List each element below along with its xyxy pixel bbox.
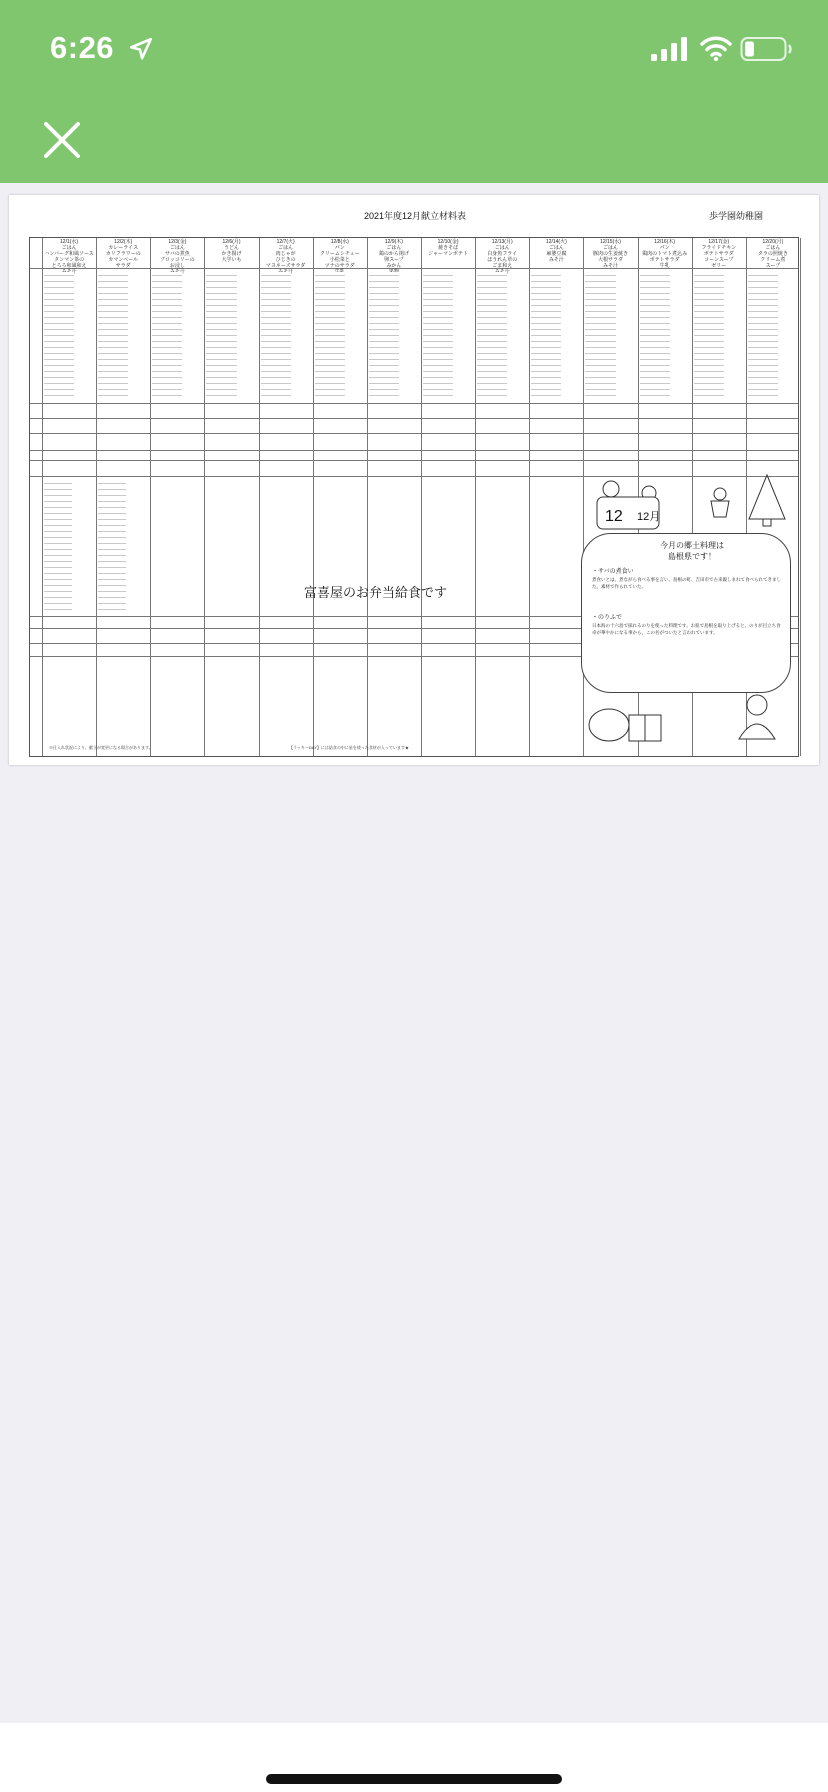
gingerbread-icon [707, 487, 733, 519]
grid-column-line [367, 238, 368, 756]
svg-text:12: 12 [605, 508, 623, 525]
day-menu-header: 12/8(水) パン クリームシチュー 小松菜と ツナのサラダ [319, 239, 360, 269]
footnote-lucky-day: 【ラッキーDAY】には給食の中に星を使った食材が入っています★ [289, 745, 409, 750]
day-menu-header: 12/1(水) ごはん ハンバーグ和風ソース タンマン茶の とろろ和風和え [44, 239, 94, 269]
day-menu-header: 12/10(金) 焼きそば ジャーマンポテト [428, 239, 469, 257]
day-menu-header: 12/6(月) うどん かき揚げ 大学いも [221, 239, 242, 263]
notice-item1-title: ・サバの煮食い [592, 569, 634, 575]
day-menu-header: 12/9(木) ごはん 鶏のから揚げ 卵スープ みかん [378, 239, 409, 269]
document-title: 2021年度12月献立材料表 [364, 211, 467, 221]
grid-row-line [30, 403, 798, 404]
home-indicator[interactable] [266, 1774, 562, 1784]
ingredient-list [640, 272, 690, 400]
ingredient-list [206, 272, 256, 400]
ingredient-list [694, 272, 744, 400]
ingredient-list [98, 480, 148, 610]
grid-row-line [30, 433, 798, 434]
day-menu-header: 12/16(木) パン 鶏肉のトマト煮込み ポテトサラダ 牛乳 [642, 239, 688, 269]
close-button[interactable] [40, 118, 84, 162]
day-menu-header: 12/14(火) ごはん 麻婆豆腐 みそ汁 [545, 239, 567, 263]
day-menu-header: 12/13(月) ごはん 白身魚フライ ほうれん草の ごま和え [487, 239, 518, 269]
ingredient-list [261, 272, 311, 400]
school-name: 歩学園幼稚園 [709, 211, 764, 221]
snowman-calendar-icon [589, 477, 679, 533]
ingredient-list [152, 272, 202, 400]
ingredient-list [477, 272, 527, 400]
grid-column-line [42, 238, 43, 756]
grid-column-line [800, 238, 801, 756]
ingredient-list [585, 272, 635, 400]
grid-column-line [259, 238, 260, 756]
notice-item2-body: 日本海の十六島で採れるのりを使った料理です。お皿で島根を取り上げると、のりが目立ち食卓が華やかになる事から、この名がついたと言われています。 [592, 623, 781, 635]
calendar-month: 12月 [637, 511, 661, 523]
notice-item1-body: 煮食いとは、煮ながら食べる事を言い、島根の町、吉田市で古来親しまれて食べられてきました。素材で作られていた。 [592, 577, 781, 589]
ingredient-list [423, 272, 473, 400]
grid-column-line [529, 238, 530, 756]
battery-icon [740, 36, 794, 62]
notice-title: 今月の郷土料理は 島根県です！ [660, 541, 724, 561]
grid-row-line [30, 418, 798, 419]
ingredient-list [531, 272, 581, 400]
location-arrow-icon [128, 36, 154, 62]
day-menu-header: 12/17(金) フライドチキン ポテトサラダ コーンスープ ゼリー [701, 239, 737, 269]
grid-row-line [30, 268, 798, 269]
ingredient-list [315, 272, 365, 400]
ingredient-list [369, 272, 419, 400]
day-menu-header: 12/3(金) ごはん サバの煮魚 ブロッコリーの お浸し [159, 239, 195, 269]
grid-column-line [150, 238, 151, 756]
santa-icon [727, 691, 787, 741]
grid-column-line [204, 238, 205, 756]
cellular-signal-icon [650, 36, 690, 62]
footnote-left: ※仕入れ状況により、献立が変更になる場合があります。 [49, 745, 153, 750]
day-menu-header: 12/20(月) ごはん タラの照焼き クリーム煮 スープ [757, 239, 788, 269]
day-menu-header: 12/7(火) ごはん 肉じゃが ひじきの マヨネーズサラダ [265, 239, 306, 269]
wifi-icon [700, 34, 732, 62]
app-header [0, 0, 828, 183]
day-menu-header: 12/15(水) ごはん 豚肉の生姜焼き 大根サラダ みそ汁 [592, 239, 628, 269]
gift-bag-icon [585, 695, 671, 743]
grid-column-line [421, 238, 422, 756]
bento-note: 富喜屋のお弁当給食です [304, 585, 448, 600]
christmas-tree-icon [745, 473, 789, 527]
grid-column-line [96, 238, 97, 756]
ingredient-list [98, 272, 148, 400]
grid-row-line [30, 476, 798, 477]
grid-row-line [30, 450, 798, 451]
ingredient-list [748, 272, 798, 400]
grid-column-line [475, 238, 476, 756]
regional-dish-notice [581, 533, 791, 693]
grid-column-line [313, 238, 314, 756]
status-time: 6:26 [50, 30, 115, 65]
ingredient-list [44, 272, 94, 400]
day-menu-header: 12/2(木) カレーライス カリフラワーの カマンベール サラダ [105, 239, 141, 269]
notice-item2-title: ・のりふで [592, 615, 623, 621]
menu-document[interactable] [9, 195, 819, 765]
grid-row-line [30, 460, 798, 461]
ingredient-list [44, 480, 94, 610]
